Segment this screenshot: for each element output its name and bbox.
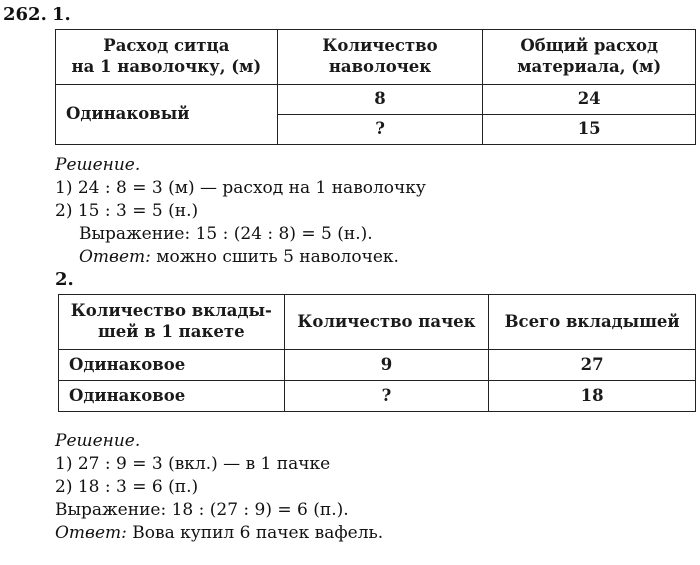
table-cell: 15	[483, 115, 696, 145]
answer-label: Ответ:	[79, 247, 151, 267]
header-line: Расход ситца	[103, 36, 230, 56]
part1-expression: Выражение: 15 : (24 : 8) = 5 (н.).	[79, 224, 373, 244]
part1-header-case-count	[277, 30, 483, 85]
part1-table	[55, 29, 696, 145]
part2-step-2: 2) 18 : 3 = 6 (п.)	[55, 477, 199, 497]
part2-solution-title: Решение.	[55, 431, 141, 451]
header-line: Количество вклады-	[70, 301, 272, 321]
part1-header-fabric-per-case	[56, 30, 278, 85]
table-cell: Одинаковое	[59, 350, 285, 381]
table-cell: 8	[277, 85, 483, 115]
header-line: Общий расход	[520, 36, 658, 56]
header-line: материала, (м)	[517, 57, 662, 76]
table-cell: ?	[284, 381, 489, 412]
table-cell: 18	[489, 381, 696, 412]
table-cell: 24	[483, 85, 696, 115]
part2-label: 2.	[55, 269, 74, 290]
part1-solution-title: Решение.	[55, 155, 141, 175]
header-line: на 1 наволочку, (м)	[71, 57, 262, 76]
header-line: Количество	[322, 36, 438, 56]
part1-answer	[79, 246, 399, 269]
part2-table-header-row	[59, 295, 696, 350]
part2-answer	[55, 522, 383, 545]
part2-header-total-inserts: Всего вкладышей	[489, 295, 696, 350]
table-row	[56, 85, 696, 115]
part1-step-2: 2) 15 : 3 = 5 (н.)	[55, 201, 199, 221]
table-cell: ?	[277, 115, 483, 145]
part1-table-header-row	[56, 30, 696, 85]
part2-header-pack-count: Количество пачек	[284, 295, 489, 350]
table-cell: Одинаковое	[59, 381, 285, 412]
task-number: 262.	[3, 4, 47, 25]
part1-merged-label-cell: Одинаковый	[56, 85, 278, 145]
part2-expression: Выражение: 18 : (27 : 9) = 6 (п.).	[55, 500, 349, 520]
part1-label: 1.	[52, 4, 71, 25]
answer-label: Ответ:	[55, 523, 127, 543]
answer-text: Вова купил 6 пачек вафель.	[126, 523, 384, 543]
part2-header-inserts-per-pack	[59, 295, 285, 350]
table-row	[59, 350, 696, 381]
part1-step-1: 1) 24 : 8 = 3 (м) — расход на 1 наволочку	[55, 178, 426, 198]
answer-text: можно сшить 5 наволочек.	[150, 247, 399, 267]
table-cell: 9	[284, 350, 489, 381]
header-line: наволочек	[328, 57, 432, 76]
part2-table	[58, 294, 696, 412]
table-cell: 27	[489, 350, 696, 381]
part2-step-1: 1) 27 : 9 = 3 (вкл.) — в 1 пачке	[55, 454, 331, 474]
table-row	[59, 381, 696, 412]
header-line: шей в 1 пакете	[98, 322, 245, 341]
part1-header-total-material	[483, 30, 696, 85]
